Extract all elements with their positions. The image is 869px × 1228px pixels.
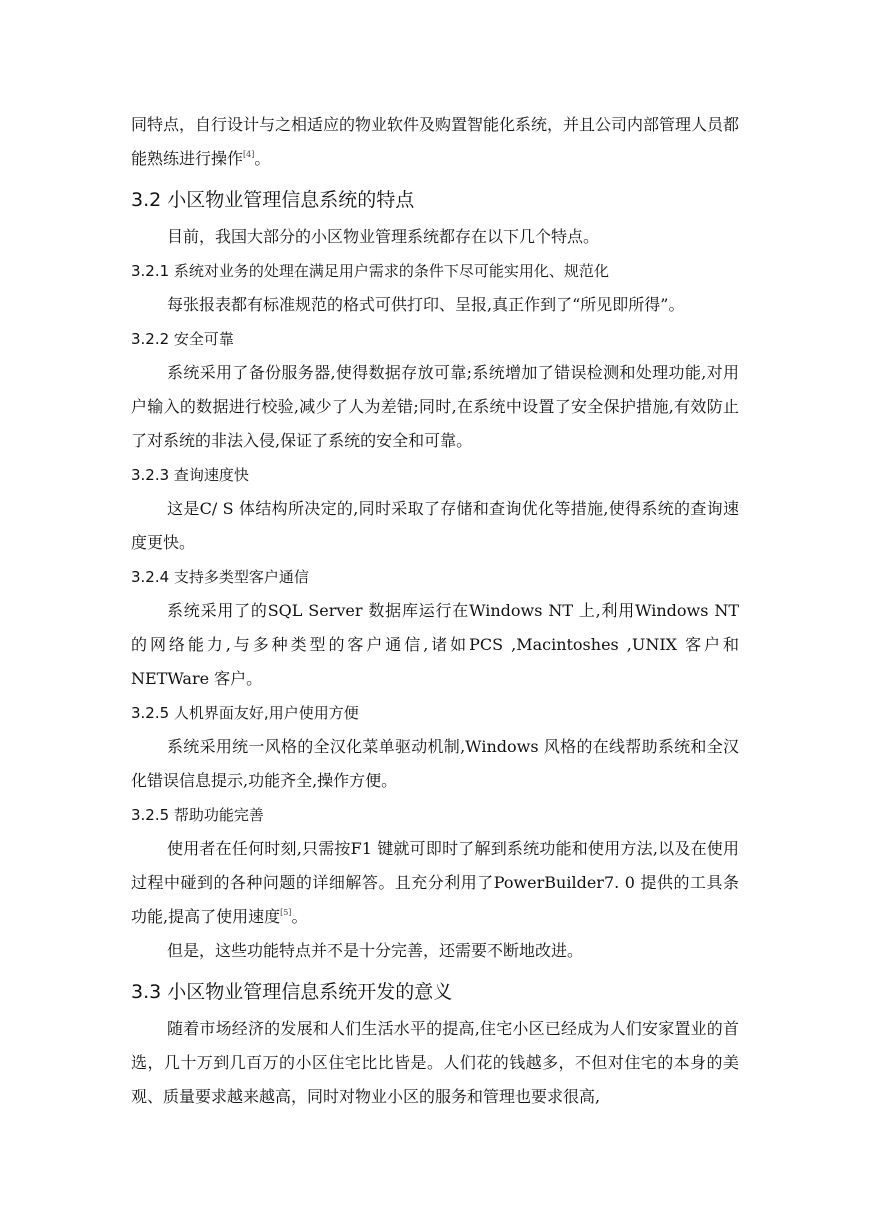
paragraph-3-2-2: 系统采用了备份服务器,使得数据存放可靠;系统增加了错误检测和处理功能,对用户输入的数据进行校验,减少了人为差错;同时,在系统中设置了安全保护措施,有效防止了对系统的非法入侵,保证了系统的安全和可靠。: [131, 363, 739, 450]
paragraph-3-2-1: 每张报表都有标准规范的格式可供打印、呈报,真正作到了“所见即所得”。: [167, 295, 685, 314]
subsection-heading-3-2-2: 3.2.2 安全可靠: [131, 330, 234, 348]
subsection-heading-3-2-1: 3.2.1 系统对业务的处理在满足用户需求的条件下尽可能实用化、规范化: [131, 262, 609, 280]
section-heading-3-2: 3.2 小区物业管理信息系统的特点: [131, 189, 415, 211]
paragraph-3-2-5-ui: 系统采用统一风格的全汉化菜单驱动机制,Windows 风格的在线帮助系统和全汉化错误信息提示,功能齐全,操作方便。: [131, 737, 739, 790]
citation-ref-5: [5]: [280, 908, 292, 917]
subsection-heading-3-2-4: 3.2.4 支持多类型客户通信: [131, 568, 309, 586]
paragraph-summary: 但是，这些功能特点并不是十分完善，还需要不断地改进。: [167, 941, 584, 960]
paragraph-intro: 目前，我国大部分的小区物业管理系统都存在以下几个特点。: [167, 227, 600, 246]
paragraph-3-2-3: 这是C/ S 体结构所决定的,同时采取了存储和查询优化等措施,使得系统的查询速度更快。: [131, 499, 739, 552]
paragraph-3-3: 随着市场经济的发展和人们生活水平的提高,住宅小区已经成为人们安家置业的首选，几十万到几百万的小区住宅比比皆是。人们花的钱越多，不但对住宅的本身的美观、质量要求越来越高，同时对物业小区的服务和管理也要求很高,: [131, 1019, 739, 1106]
paragraph-3-2-4: 系统采用了的SQL Server 数据库运行在Windows NT 上,利用Windows NT 的网络能力,与多种类型的客户通信,诸如PCS ,Macintoshes ,UNIX 客户和 NETWare 客户。: [131, 601, 739, 688]
subsection-heading-3-2-3: 3.2.3 查询速度快: [131, 466, 249, 484]
section-heading-3-3: 3.3 小区物业管理信息系统开发的意义: [131, 981, 453, 1003]
subsection-heading-3-2-5-help: 3.2.5 帮助功能完善: [131, 806, 264, 824]
citation-ref-4: [4]: [243, 150, 255, 159]
paragraph-3-2-5-help: 使用者在任何时刻,只需按F1 键就可即时了解到系统功能和使用方法,以及在使用过程中碰到的各种问题的详细解答。且充分利用了PowerBuilder7. 0 提供的工具条功能,提高了使用速度[5]。: [131, 839, 739, 926]
subsection-heading-3-2-5-ui: 3.2.5 人机界面友好,用户使用方便: [131, 704, 359, 722]
document-page: [131, 108, 739, 1114]
paragraph-continued: 同特点，自行设计与之相适应的物业软件及购置智能化系统，并且公司内部管理人员都能熟练进行操作[4]。: [131, 115, 740, 168]
